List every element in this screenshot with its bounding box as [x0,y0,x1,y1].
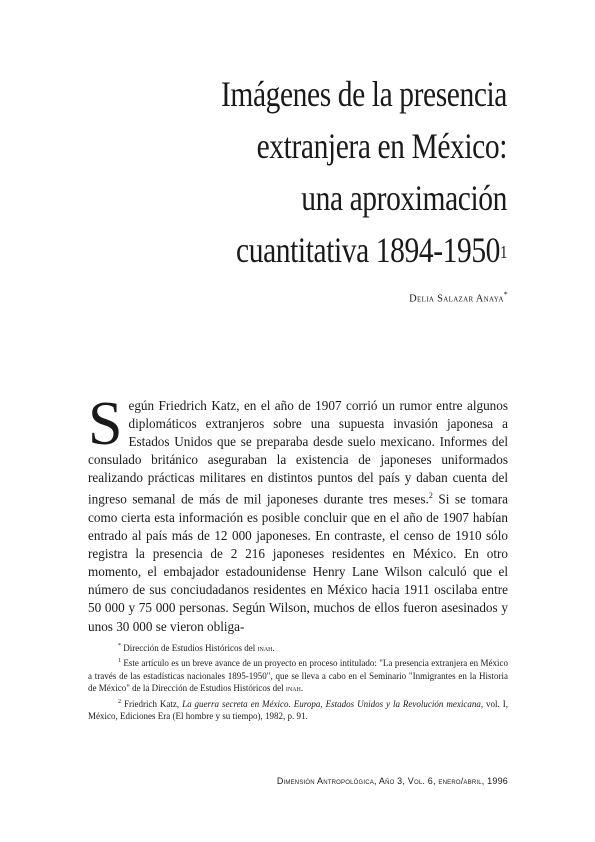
body-text [88,390,508,636]
title-line-4-text: cuantitativa 1894-1950 [236,230,501,270]
footnote-2-publication: vol. I, México, Ediciones Era (El hombre y su tiempo), 1982, p. 91. [88,698,508,722]
footnote-2-author: Friedrich Katz, [123,698,180,709]
title-line-4 [212,224,507,276]
body-paragraph-part-1: egún Friedrich Katz, en el año de 1907 corrió un rumor entre algunos diplomáticos extranjeros sobre una supuesta invasión japonesa a Estados Unidos que se preparaba desde suelo mexicano. Informes del consulado británico aseguraban la existencia de japoneses uniformados realizando prácticas militares en distintos puntos del país y daban cuenta del ingreso semanal de más de mil japoneses durante tres meses. [88,398,508,507]
journal-footer: Dimensión Antropológica, Año 3, Vol. 6, enero/abril, 1996 [276,776,508,786]
title-line-1: Imágenes de la presencia [220,74,507,114]
article-title [212,68,507,276]
title-footnote-mark: 1 [500,242,507,262]
footnote-1-text: Este artículo es un breve avance de un proyecto en proceso intitulado: "La presencia extranjera en México a través de las estadísticas nacionales 1895-1950", que se lleva a cabo en el Seminario "Inmigrantes en la Historia de México" de la Dirección de Estudios Históricos del [88,658,509,694]
footnote-1 [88,655,508,694]
footnote-affiliation-text: Dirección de Estudios Históricos del [123,643,256,653]
author-name: Delia Salazar Anaya [409,293,504,305]
body-footnote-ref-2[interactable]: 2 [428,491,433,501]
footnote-mark-2: 2 [118,698,121,705]
body-paragraph-part-2: Si se tomara como cierta esta información es posible concluir que en el año de 1907 habían entrado al país más de 12 000 japoneses. En contraste, el censo de 1910 sólo registra la presencia de 2 216 japoneses residentes en México. En otro momento, el embajador estadounidense Henry Lane Wilson calculó que el número de sus conciudadanos residentes en México hacia 1911 oscilaba entre 50 000 y 75 000 personas. Según Wilson, muchos de ellos fueron asesinados y unos 30 000 se vieron obliga- [88,491,508,634]
footnote-affiliation-abbr: inah. [257,643,275,653]
drop-cap: S [88,390,123,458]
footnote-2 [88,696,508,723]
author-byline [409,290,508,305]
title-line-2: extranjera en México: [256,126,507,166]
footnote-2-book-title: La guerra secreta en México. Europa, Estados Unidos y la Revolución mexicana, [182,698,484,709]
footnote-mark-star: * [118,643,121,649]
author-footnote-mark: * [503,290,508,299]
footnotes [88,640,508,722]
footnote-1-abbr: inah. [285,683,304,694]
footnote-affiliation [88,640,508,654]
footnote-mark-1: 1 [118,658,121,665]
title-line-3: una aproximación [301,178,507,218]
